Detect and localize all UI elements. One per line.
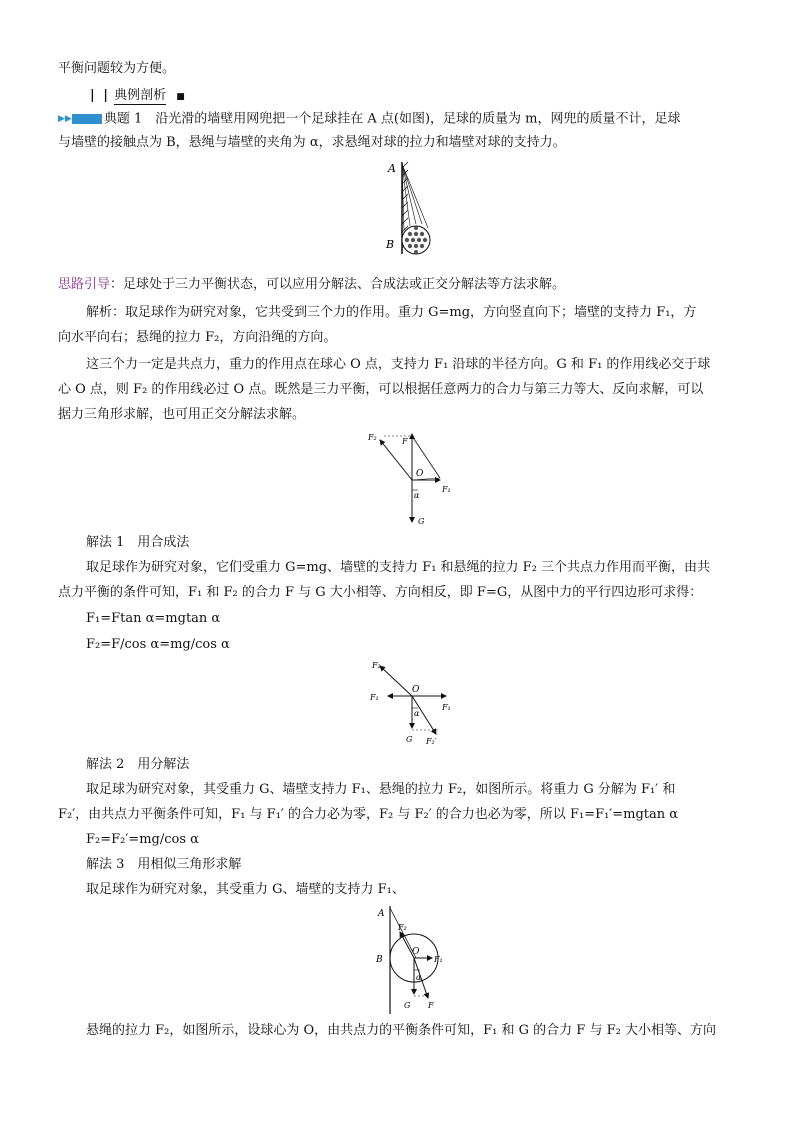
para-line-3: 据力三角形求解，也可用正交分解法求解。 <box>58 407 306 422</box>
label-F2: F₂ <box>398 923 407 932</box>
label-F1-right: F₁ <box>442 703 451 712</box>
figure-force-synthesis <box>364 430 464 530</box>
equation-1: F₁=Ftan α=mgtan α <box>86 611 221 626</box>
method3-title: 解法 3 用相似三角形求解 <box>86 857 242 872</box>
label-alpha: α <box>416 973 422 982</box>
banner-bar <box>72 114 102 124</box>
method2-line-1: 取足球为研究对象，其受重力 G、墙壁支持力 F₁、悬绳的拉力 F₂，如图所示。将重力 G 分解为 F₁′ 和 <box>86 782 676 797</box>
method2-line-2: F₂′，由共点力平衡条件可知，F₁ 与 F₁′ 的合力必为零，F₂ 与 F₂′ 的合力也必为零，所以 F₁=F₁′=mgtan α <box>58 807 679 822</box>
intro-line: 平衡问题较为方便。 <box>58 61 176 76</box>
label-F: F <box>402 437 408 446</box>
label-G: G <box>418 517 425 526</box>
analysis-line-1: 解析：取足球作为研究对象，它共受到三个力的作用。重力 G=mg，方向竖直向下；墙壁的支持力 F₁，方 <box>86 305 697 320</box>
label-O: O <box>412 947 420 957</box>
label-F2: F₂ <box>368 433 377 442</box>
label-F1-left: F₁ <box>370 693 379 702</box>
label-F2-prime: F₂′ <box>426 737 437 746</box>
label-A: A <box>378 909 385 919</box>
label-G: G <box>406 735 413 744</box>
section-bars: | | <box>90 88 110 103</box>
method2-line-3: F₂=F₂′=mg/cos α <box>86 832 199 847</box>
label-O: O <box>416 469 424 479</box>
method3-line-2: 悬绳的拉力 F₂，如图所示，设球心为 O，由共点力的平衡条件可知，F₁ 和 G 的合力 F 与 F₂ 大小相等、方向 <box>86 1023 716 1038</box>
para-line-1: 这三个力一定是共点力，重力的作用点在球心 O 点，支持力 F₁ 沿球的半径方向。G 和 F₁ 的作用线必交于球 <box>86 357 711 372</box>
para-line-2: 心 O 点，则 F₂ 的作用线必过 O 点。既然是三力平衡，可以根据任意两力的合力与第三力等大、反向求解，可以 <box>58 382 704 397</box>
label-O: O <box>412 685 420 695</box>
figure-ball-on-wall <box>380 158 450 258</box>
label-F1: F₁ <box>434 955 443 964</box>
example-line-2: 与墙壁的接触点为 B，悬绳与墙壁的夹角为 α，求悬绳对球的拉力和墙壁对球的支持力。 <box>58 135 566 150</box>
method2-title: 解法 2 用分解法 <box>86 757 190 772</box>
label-G: G <box>404 1001 411 1010</box>
label-alpha: α <box>414 709 420 718</box>
hint-line <box>58 276 565 294</box>
square-icon: ■ <box>176 92 185 102</box>
section-heading <box>90 84 185 103</box>
figure-similar-triangles <box>370 904 470 1016</box>
label-F: F <box>428 1001 434 1010</box>
equation-2: F₂=F/cos α=mg/cos α <box>86 637 230 652</box>
double-arrow-icon: ▶▶ <box>58 114 72 124</box>
method1-line-1: 取足球作为研究对象，它们受重力 G=mg、墙壁的支持力 F₁ 和悬绳的拉力 F₂ 三个共点力作用而平衡，由共 <box>86 560 711 575</box>
method1-title: 解法 1 用合成法 <box>86 535 190 550</box>
label-B: B <box>376 955 383 965</box>
hint-label: 思路引导 <box>58 277 111 292</box>
label-alpha: α <box>414 491 420 500</box>
label-F1: F₁ <box>442 485 451 494</box>
analysis-line-2: 向水平向右；悬绳的拉力 F₂，方向沿绳的方向。 <box>58 330 337 345</box>
method1-line-2: 点力平衡的条件可知，F₁ 和 F₂ 的合力 F 与 G 大小相等、方向相反，即 F=G，从图中力的平行四边形可求得： <box>58 585 703 600</box>
section-title: 典例剖析 <box>114 88 167 103</box>
label-A: A <box>388 162 396 175</box>
label-B: B <box>386 238 395 251</box>
label-F2: F₂ <box>372 661 381 670</box>
method3-line-1: 取足球作为研究对象，其受重力 G、墙壁的支持力 F₁、 <box>86 882 405 897</box>
example-text-1: 典题 1 沿光滑的墙壁用网兜把一个足球挂在 A 点(如图)，足球的质量为 m，网兜的质量不计，足球 <box>103 111 681 127</box>
figure-force-decomposition <box>366 656 466 748</box>
hint-text: ：足球处于三力平衡状态，可以应用分解法、合成法或正交分解法等方法求解。 <box>110 277 566 292</box>
example-line-1 <box>58 110 681 129</box>
